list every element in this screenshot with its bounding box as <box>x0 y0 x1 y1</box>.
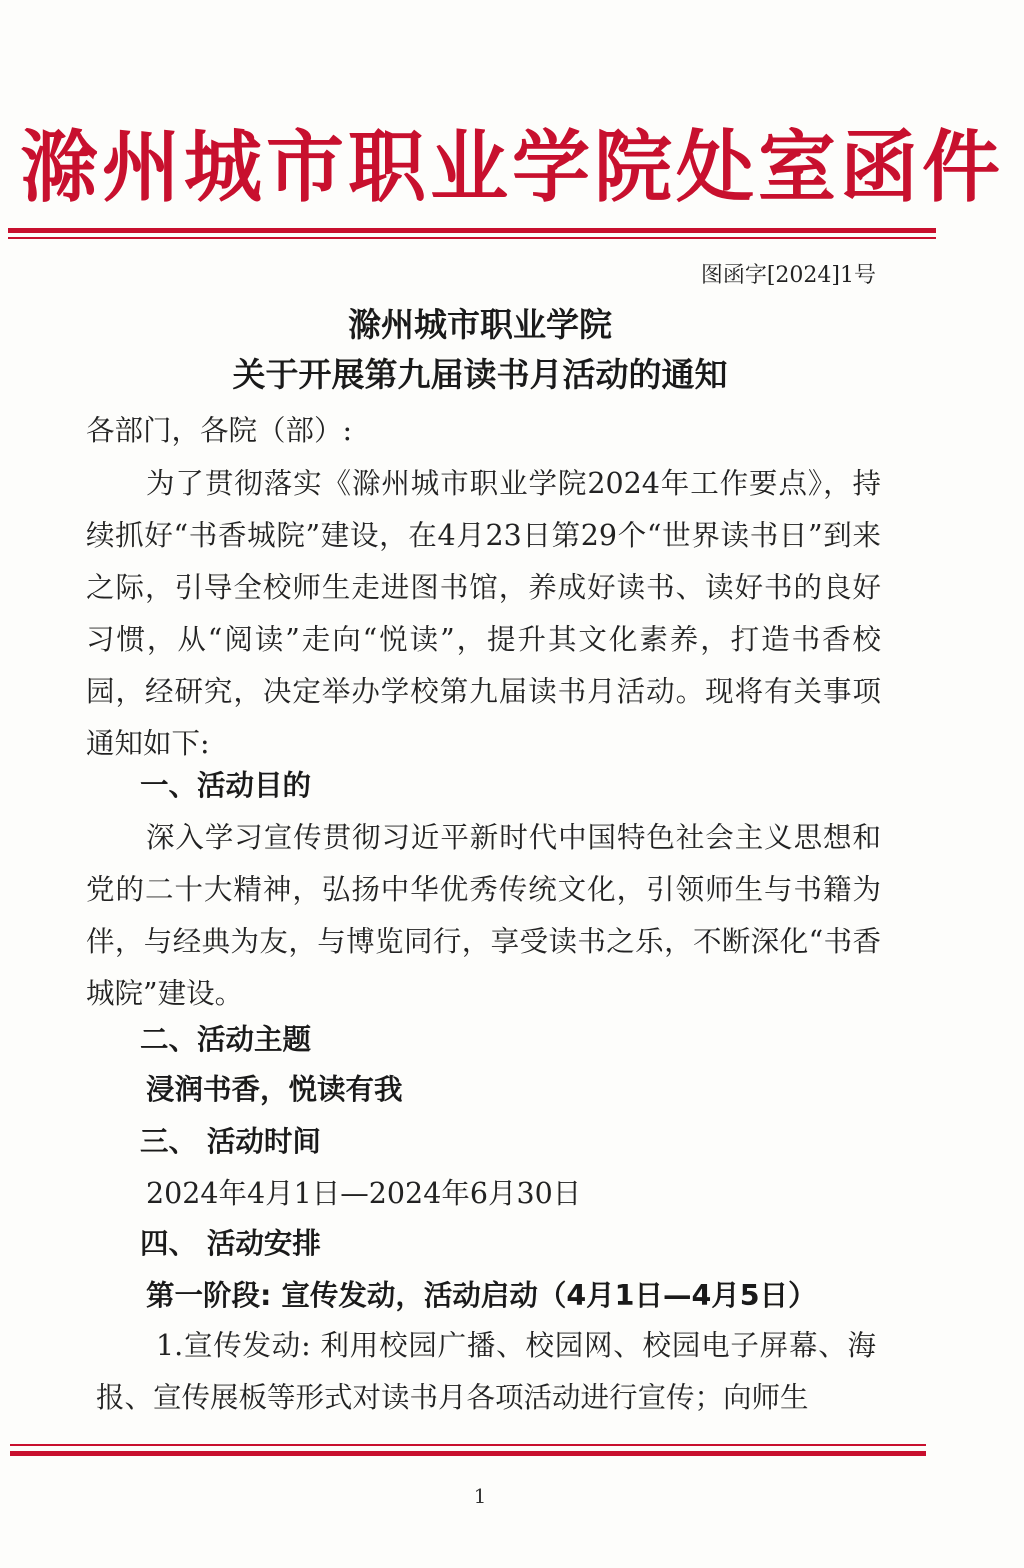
salutation: 各部门，各院（部）: <box>86 414 353 447</box>
letterhead-rule-thin <box>8 237 936 239</box>
intro-paragraph: 为了贯彻落实《滁州城市职业学院2024年工作要点》，持续抓好“书香城院”建设，在4月23日第29个“世界读书日”到来之际，引导全校师生走进图书馆，养成好读书、读好书的良好习惯，从“阅读”走向“悦读”，提升其文化素养，打造书香校园，经研究，决定举办学校第九届读书月活动。现将有关事项通知如下: <box>86 467 881 760</box>
document-number: 图函字[2024]1号 <box>700 263 876 288</box>
theme-text: 浸润书香，悦读有我 <box>146 1073 403 1106</box>
purpose-paragraph: 深入学习宣传贯彻习近平新时代中国特色社会主义思想和党的二十大精神，弘扬中华优秀传统文化，引领师生与书籍为伴，与经典为友，与博览同行，享受读书之乐，不断深化“书香城院”建设。 <box>86 821 881 1010</box>
letterhead-title: 滁州城市职业学院处室函件 <box>19 123 1004 213</box>
arrangement-heading: 四、 活动安排 <box>140 1227 321 1260</box>
purpose-heading: 一、活动目的 <box>140 769 312 802</box>
time-heading: 三、 活动时间 <box>140 1125 321 1158</box>
theme-heading: 二、活动主题 <box>140 1023 312 1056</box>
footer-rule-thick <box>10 1451 926 1456</box>
page-number: 1 <box>473 1484 487 1508</box>
stage1-heading: 第一阶段: 宣传发动，活动启动（4月1日—4月5日） <box>146 1279 817 1312</box>
time-text: 2024年4月1日—2024年6月30日 <box>146 1177 582 1210</box>
notice-title-line2: 关于开展第九届读书月活动的通知 <box>232 355 728 394</box>
letterhead-rule-thick <box>8 228 936 233</box>
notice-title-line1: 滁州城市职业学院 <box>348 305 612 344</box>
stage1-item1: 1.宣传发动: 利用校园广播、校园网、校园电子屏幕、海报、宣传展板等形式对读书月各项活动进行宣传；向师生 <box>96 1329 876 1414</box>
footer-rule-thin <box>10 1444 926 1446</box>
